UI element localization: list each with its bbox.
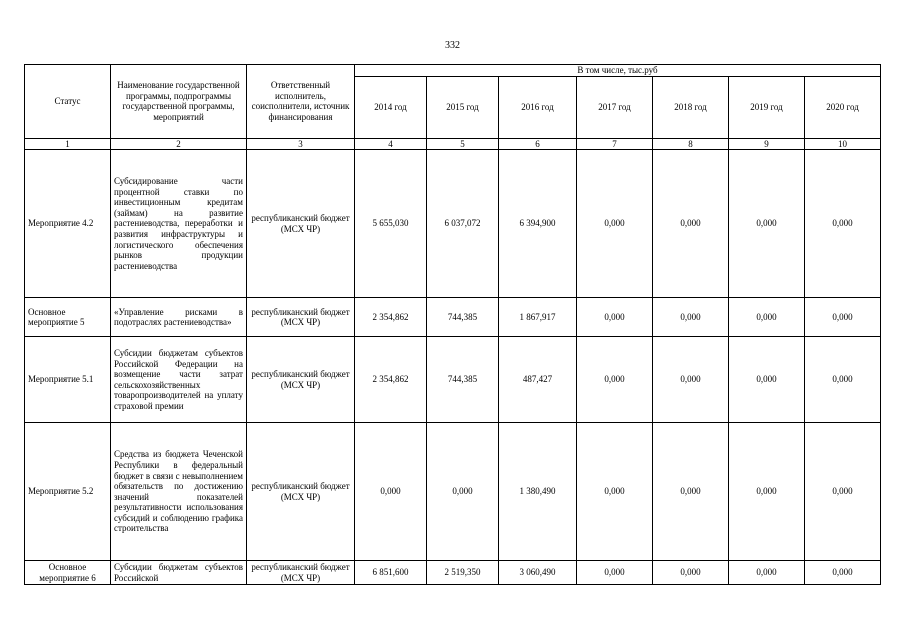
budget-table xyxy=(24,64,881,585)
header-year: 2014 год xyxy=(355,76,427,138)
header-group: В том числе, тыс.руб xyxy=(355,65,881,77)
row-value: 0,000 xyxy=(577,150,653,298)
header-status: Статус xyxy=(25,65,111,139)
header-year: 2019 год xyxy=(729,76,805,138)
row-value: 0,000 xyxy=(427,423,499,561)
row-value: 0,000 xyxy=(805,298,881,337)
table-row xyxy=(25,423,881,561)
row-value: 0,000 xyxy=(729,423,805,561)
page-number: 332 xyxy=(445,40,460,51)
row-value: 0,000 xyxy=(729,561,805,585)
column-number: 10 xyxy=(805,138,881,150)
row-value: 0,000 xyxy=(577,298,653,337)
table-row xyxy=(25,298,881,337)
column-number: 1 xyxy=(25,138,111,150)
column-number: 8 xyxy=(653,138,729,150)
row-value: 744,385 xyxy=(427,298,499,337)
row-value: 0,000 xyxy=(577,561,653,585)
row-value: 0,000 xyxy=(805,423,881,561)
row-value: 0,000 xyxy=(805,337,881,423)
row-value: 0,000 xyxy=(653,561,729,585)
table-row xyxy=(25,337,881,423)
header-responsible: Ответственный исполнитель, соисполнители, источник финансирования xyxy=(247,65,355,139)
row-value: 744,385 xyxy=(427,337,499,423)
row-value: 0,000 xyxy=(577,423,653,561)
table-row xyxy=(25,561,881,585)
row-value: 6 394,900 xyxy=(499,150,577,298)
row-value: 2 354,862 xyxy=(355,337,427,423)
row-value: 0,000 xyxy=(355,423,427,561)
row-value: 487,427 xyxy=(499,337,577,423)
row-value: 1 380,490 xyxy=(499,423,577,561)
header-name: Наименование государственной программы, подпрограммы государственной программы, мероприятий xyxy=(111,65,247,139)
row-value: 2 354,862 xyxy=(355,298,427,337)
row-responsible: республиканский бюджет (МСХ ЧР) xyxy=(247,298,355,337)
column-number: 7 xyxy=(577,138,653,150)
row-value: 0,000 xyxy=(653,150,729,298)
column-number: 6 xyxy=(499,138,577,150)
row-value: 0,000 xyxy=(653,298,729,337)
row-responsible: республиканский бюджет (МСХ ЧР) xyxy=(247,561,355,585)
row-responsible: республиканский бюджет (МСХ ЧР) xyxy=(247,150,355,298)
header-year: 2017 год xyxy=(577,76,653,138)
header-year: 2016 год xyxy=(499,76,577,138)
row-status: Мероприятие 5.1 xyxy=(25,337,111,423)
row-name: Средства из бюджета Чеченской Республики в федеральный бюджет в связи с невыполнением обязательств по достижению значений показателей результативности использования субсидий и соблюдению графика строительства xyxy=(111,423,247,561)
row-value: 5 655,030 xyxy=(355,150,427,298)
row-value: 0,000 xyxy=(729,298,805,337)
column-numbers-row xyxy=(25,138,881,150)
row-responsible: республиканский бюджет (МСХ ЧР) xyxy=(247,423,355,561)
row-status: Мероприятие 4.2 xyxy=(25,150,111,298)
row-value: 0,000 xyxy=(653,337,729,423)
row-value: 6 037,072 xyxy=(427,150,499,298)
row-value: 1 867,917 xyxy=(499,298,577,337)
row-value: 0,000 xyxy=(805,150,881,298)
table-row xyxy=(25,150,881,298)
row-value: 0,000 xyxy=(805,561,881,585)
header-year: 2018 год xyxy=(653,76,729,138)
column-number: 2 xyxy=(111,138,247,150)
column-number: 4 xyxy=(355,138,427,150)
row-name: «Управление рисками в подотраслях растениеводства» xyxy=(111,298,247,337)
row-value: 3 060,490 xyxy=(499,561,577,585)
row-value: 0,000 xyxy=(729,150,805,298)
table-header xyxy=(25,65,881,150)
column-number: 9 xyxy=(729,138,805,150)
column-number: 3 xyxy=(247,138,355,150)
row-value: 0,000 xyxy=(729,337,805,423)
row-value: 0,000 xyxy=(577,337,653,423)
row-value: 2 519,350 xyxy=(427,561,499,585)
row-responsible: республиканский бюджет (МСХ ЧР) xyxy=(247,337,355,423)
header-year: 2015 год xyxy=(427,76,499,138)
row-name: Субсидирование части процентной ставки по инвестиционным кредитам (займам) на развитие растениеводства, переработки и развития инфраструктуры и логистического обеспечения рынков продукции растениеводства xyxy=(111,150,247,298)
row-status: Основное мероприятие 6 xyxy=(25,561,111,585)
row-status: Мероприятие 5.2 xyxy=(25,423,111,561)
row-name: Субсидии бюджетам субъектов Российской xyxy=(111,561,247,585)
row-status: Основное мероприятие 5 xyxy=(25,298,111,337)
row-value: 0,000 xyxy=(653,423,729,561)
column-number: 5 xyxy=(427,138,499,150)
row-name: Субсидии бюджетам субъектов Российской Федерации на возмещение части затрат сельскохозяйственных товаропроизводителей на уплату страховой премии xyxy=(111,337,247,423)
header-year: 2020 год xyxy=(805,76,881,138)
row-value: 6 851,600 xyxy=(355,561,427,585)
